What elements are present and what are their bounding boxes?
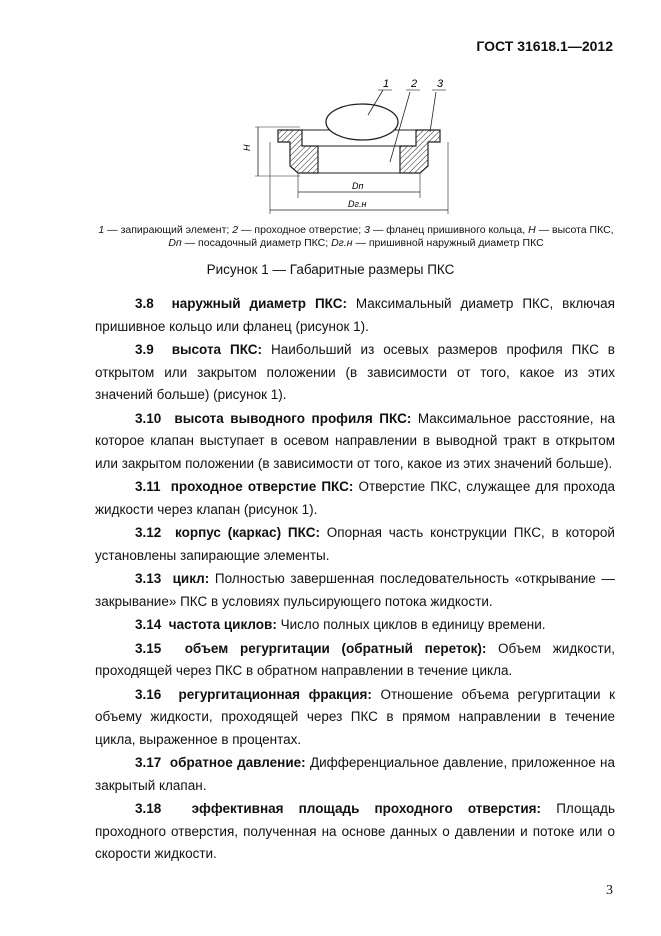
definition-3-13: 3.13 цикл: Полностью завершенная последовательность «открывание — закрывание» ПКС в условиях пульсирующего потока жидкости. [95,571,615,609]
definition-3-17: 3.17 обратное давление: Дифференциальное давление, приложенное на закрытый клапан. [95,755,615,793]
definitions-list [95,293,615,867]
callout-2: 2 [411,78,418,90]
figure-legend: 1 — запирающий элемент; 2 — проходное отверстие; 3 — фланец пришивного кольца, H — высота ПКС, Dп — посадочный диаметр ПКС; Dг.н — пришивной наружный диаметр ПКС [98,224,614,249]
definition-3-14: 3.14 частота циклов: Число полных циклов в единицу времени. [135,617,546,632]
definition-3-18: 3.18 эффективная площадь проходного отверстия: Площадь проходного отверстия, полученная на основе данных о давлении и потоке или о скорости жидкости. [95,801,615,861]
right-ring-section [400,130,440,173]
definition-3-15: 3.15 объем регургитации (обратный переток): Объем жидкости, проходящей через ПКС в обратном направлении в течение цикла. [95,640,615,678]
callout-3: 3 [437,78,444,90]
dim-label-h: H [242,144,252,151]
left-ring-section [278,130,318,173]
callout-1: 1 [383,78,390,90]
dim-label-dp: Dп [352,181,364,191]
definition-3-9: 3.9 высота ПКС: Наибольший из осевых размеров профиля ПКС в открытом или закрытом положении (в зависимости от того, какое из этих значений больше) (рисунок 1). [95,342,615,402]
definition-3-11: 3.11 проходное отверстие ПКС: Отверстие ПКС, служащее для прохода жидкости через клапан (рисунок 1). [95,479,615,517]
definition-3-16: 3.16 регургитационная фракция: Отношение объема регургитации к объему жидкости, проходящей через ПКС в прямом направлении в течение цикла, выраженное в процентах. [95,686,615,747]
figure-title: Рисунок 1 — Габаритные размеры ПКС [206,262,455,277]
dim-label-dgn: Dг.н [348,199,367,209]
page-number: 3 [606,883,613,898]
occluder-disc [326,104,398,140]
definition-3-8: 3.8 наружный диаметр ПКС: Максимальный диаметр ПКС, включая пришивное кольцо или фланец (рисунок 1). [95,296,615,334]
definition-3-10: 3.10 высота выводного профиля ПКС: Максимальное расстояние, на которое клапан выступает в осевом направлении в выводной тракт в открытом или закрытом положении (в зависимости от того, какое из этих значений больше). [95,410,615,471]
valve-dimension-drawing [240,70,470,220]
document-header: ГОСТ 31618.1—2012 [476,38,613,54]
definition-3-12: 3.12 корпус (каркас) ПКС: Опорная часть конструкции ПКС, в которой установлены запирающие элементы. [95,525,615,563]
